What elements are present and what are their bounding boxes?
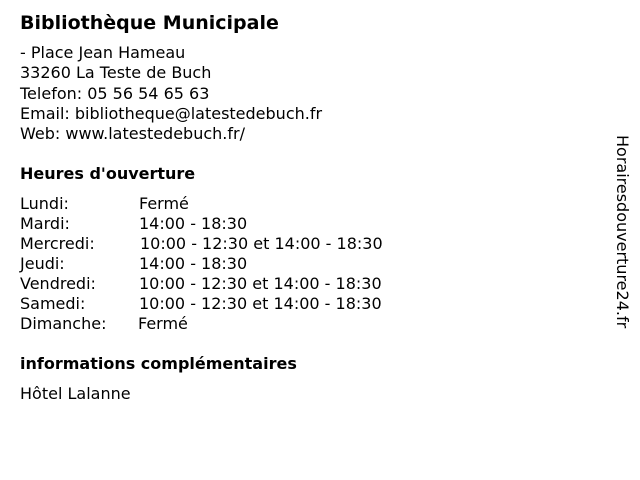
address-email: Email: bibliotheque@latestedebuch.fr [20, 104, 323, 123]
day-label: Mardi: [20, 214, 70, 233]
day-hours: 10:00 - 12:30 et 14:00 - 18:30 [139, 274, 382, 293]
day-hours: Fermé [139, 194, 189, 213]
day-label: Lundi: [20, 194, 69, 213]
day-label: Vendredi: [20, 274, 96, 293]
site-watermark: Horairesdouverture24.fr [613, 135, 632, 329]
page-title: Bibliothèque Municipale [20, 12, 279, 34]
day-hours: 14:00 - 18:30 [139, 254, 248, 273]
day-hours: 14:00 - 18:30 [139, 214, 248, 233]
address-website: Web: www.latestedebuch.fr/ [20, 124, 245, 143]
day-label: Mercredi: [20, 234, 95, 253]
day-label: Jeudi: [20, 254, 65, 273]
address-phone: Telefon: 05 56 54 65 63 [20, 84, 210, 103]
additional-info-heading: informations complémentaires [20, 354, 297, 373]
day-label: Samedi: [20, 294, 86, 313]
day-hours: 10:00 - 12:30 et 14:00 - 18:30 [139, 294, 382, 313]
address-city: 33260 La Teste de Buch [20, 63, 212, 82]
day-hours: 10:00 - 12:30 et 14:00 - 18:30 [140, 234, 383, 253]
address-street: - Place Jean Hameau [20, 43, 186, 62]
day-hours: Fermé [138, 314, 188, 333]
additional-info-text: Hôtel Lalanne [20, 384, 131, 403]
opening-hours-heading: Heures d'ouverture [20, 164, 196, 183]
day-label: Dimanche: [20, 314, 107, 333]
